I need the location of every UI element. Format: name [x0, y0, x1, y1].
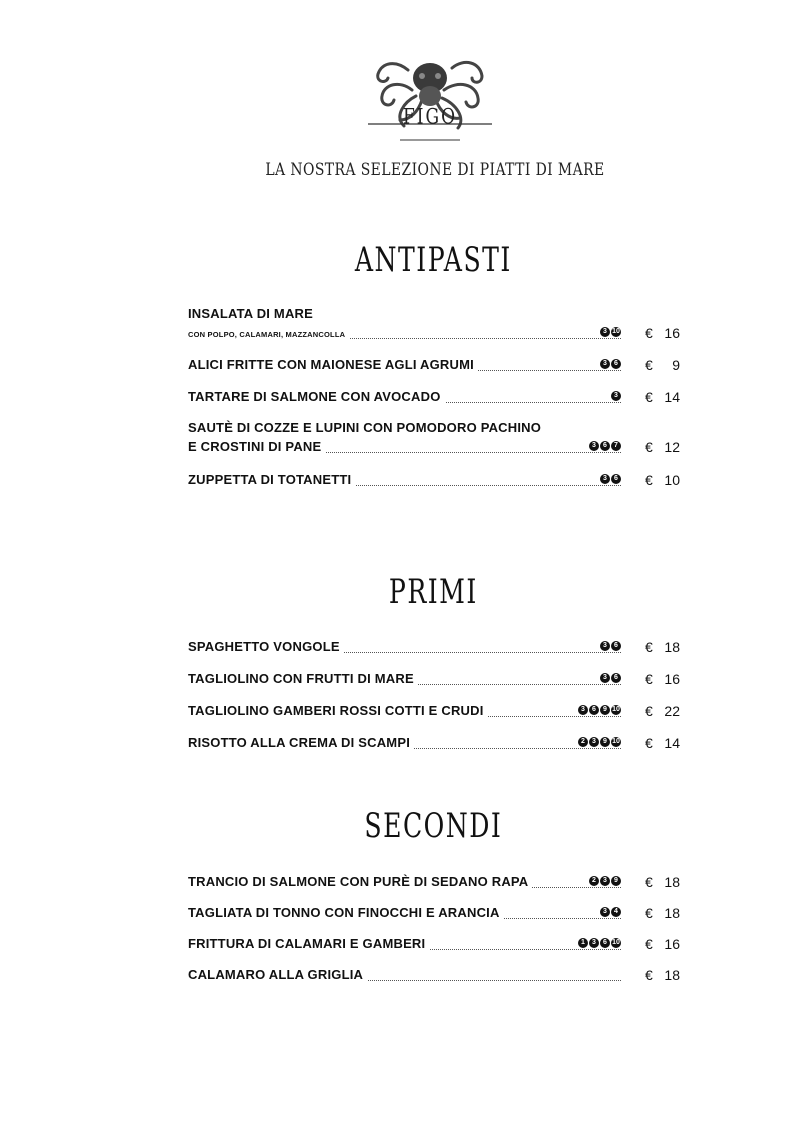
section-title-primi: PRIMI	[388, 572, 478, 612]
currency-symbol: €	[645, 905, 653, 921]
allergen-badge: 6	[611, 474, 621, 484]
menu-item	[188, 356, 680, 374]
allergen-badge: 6	[611, 641, 621, 651]
item-name: SPAGHETTO VONGOLE	[188, 639, 344, 654]
allergen-badge: 6	[589, 705, 599, 715]
allergen-badge: 4	[611, 907, 621, 917]
item-name: ALICI FRITTE CON MAIONESE AGLI AGRUMI	[188, 357, 478, 372]
allergen-badge: 3	[611, 391, 621, 401]
item-price: 16	[664, 671, 680, 687]
allergen-badges	[598, 641, 621, 651]
menu-item	[188, 306, 680, 342]
allergen-badge: 3	[600, 876, 610, 886]
menu-item	[188, 420, 680, 456]
allergen-badge: 10	[612, 939, 620, 946]
currency-symbol: €	[645, 671, 653, 687]
item-name: RISOTTO ALLA CREMA DI SCAMPI	[188, 735, 414, 750]
item-price: 16	[664, 936, 680, 952]
allergen-badges	[576, 705, 621, 715]
allergen-badge: 9	[600, 705, 610, 715]
allergen-badges	[576, 737, 621, 747]
allergen-badges	[587, 441, 621, 451]
logo-wordmark: FIGO	[402, 104, 458, 130]
allergen-badge: 7	[611, 441, 621, 451]
menu-item	[188, 670, 680, 688]
currency-symbol: €	[645, 357, 653, 373]
item-name: SAUTÈ DI COZZE E LUPINI CON POMODORO PACHINO	[188, 420, 542, 435]
item-price: 18	[664, 967, 680, 983]
section-title-antipasti: ANTIPASTI	[354, 240, 512, 280]
allergen-badge: 3	[589, 737, 599, 747]
allergen-badge: 6	[611, 359, 621, 369]
currency-symbol: €	[645, 735, 653, 751]
allergen-badge: 9	[611, 876, 621, 886]
allergen-badge: 2	[589, 876, 599, 886]
currency-symbol: €	[645, 639, 653, 655]
allergen-badge: 6	[611, 673, 621, 683]
item-price: 14	[664, 389, 680, 405]
item-price: 14	[664, 735, 680, 751]
item-name: TRANCIO DI SALMONE CON PURÈ DI SEDANO RAPA	[188, 874, 532, 889]
allergen-badge: 3	[600, 907, 610, 917]
currency-symbol: €	[645, 936, 653, 952]
allergen-badge: 3	[600, 641, 610, 651]
allergen-badge: 3	[589, 938, 599, 948]
currency-symbol: €	[645, 472, 653, 488]
allergen-badge: 3	[578, 705, 588, 715]
item-name: FRITTURA DI CALAMARI E GAMBERI	[188, 936, 429, 951]
allergen-badge: 3	[600, 673, 610, 683]
menu-item	[188, 388, 680, 406]
octopus-icon	[360, 50, 500, 150]
item-name: CALAMARO ALLA GRIGLIA	[188, 967, 367, 982]
item-name: INSALATA DI MARE	[188, 306, 314, 321]
allergen-badges	[587, 876, 621, 886]
item-price: 18	[664, 874, 680, 890]
page-subtitle: LA NOSTRA SELEZIONE DI PIATTI DI MARE	[265, 160, 605, 180]
menu-item	[188, 471, 680, 489]
allergen-badge: 3	[600, 474, 610, 484]
allergen-badge: 9	[600, 737, 610, 747]
allergen-badge: 10	[612, 706, 620, 713]
allergen-badge: 3	[589, 441, 599, 451]
menu-item	[188, 904, 680, 922]
item-description: CON POLPO, CALAMARI, MAZZANCOLLA	[188, 330, 349, 339]
item-name: TARTARE DI SALMONE CON AVOCADO	[188, 389, 445, 404]
item-price: 10	[664, 472, 680, 488]
allergen-badge: 6	[600, 938, 610, 948]
currency-symbol: €	[645, 967, 653, 983]
menu-item	[188, 638, 680, 656]
logo	[360, 50, 500, 150]
allergen-badge: 3	[600, 359, 610, 369]
currency-symbol: €	[645, 325, 653, 341]
allergen-badges	[598, 359, 621, 369]
item-name: TAGLIOLINO GAMBERI ROSSI COTTI E CRUDI	[188, 703, 488, 718]
item-name: TAGLIOLINO CON FRUTTI DI MARE	[188, 671, 418, 686]
item-price: 18	[664, 639, 680, 655]
allergen-badge: 10	[612, 738, 620, 745]
allergen-badges	[598, 474, 621, 484]
currency-symbol: €	[645, 389, 653, 405]
item-price: 9	[672, 357, 680, 373]
allergen-badge: 2	[578, 737, 588, 747]
allergen-badge: 6	[600, 441, 610, 451]
allergen-badges	[576, 938, 621, 948]
item-price: 12	[664, 439, 680, 455]
item-price: 16	[664, 325, 680, 341]
item-name: TAGLIATA DI TONNO CON FINOCCHI E ARANCIA	[188, 905, 504, 920]
menu-item	[188, 702, 680, 720]
currency-symbol: €	[645, 874, 653, 890]
allergen-badges	[609, 391, 621, 401]
allergen-badge: 1	[578, 938, 588, 948]
menu-item	[188, 966, 680, 984]
menu-item	[188, 935, 680, 953]
allergen-badge: 3	[600, 327, 610, 337]
allergen-badges	[598, 327, 621, 337]
menu-item	[188, 734, 680, 752]
currency-symbol: €	[645, 703, 653, 719]
allergen-badges	[598, 907, 621, 917]
section-title-secondi: SECONDI	[364, 806, 503, 846]
allergen-badge: 10	[612, 328, 620, 335]
item-price: 18	[664, 905, 680, 921]
currency-symbol: €	[645, 439, 653, 455]
item-name-continued: E CROSTINI DI PANE	[188, 439, 325, 454]
item-name: ZUPPETTA DI TOTANETTI	[188, 472, 355, 487]
menu-item	[188, 873, 680, 891]
allergen-badges	[598, 673, 621, 683]
item-price: 22	[664, 703, 680, 719]
